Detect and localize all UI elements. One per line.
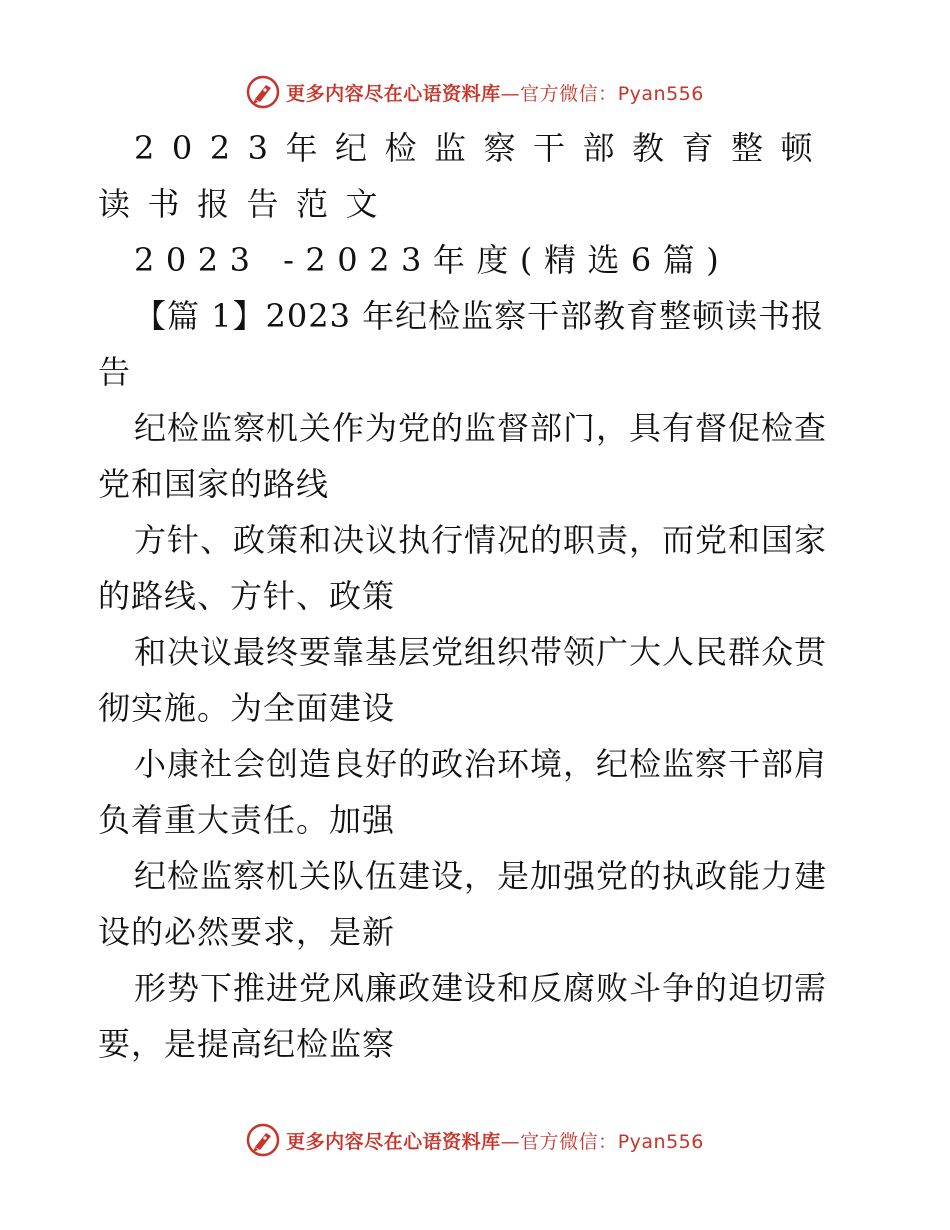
banner-wechat-id: Pyan556 [617, 1130, 704, 1153]
title-line-1: 2023年纪检监察干部教育整顿 [134, 129, 830, 167]
banner-text [286, 79, 704, 106]
paragraph-line: 的路线、方针、政策 [98, 577, 396, 615]
banner-slogan: 更多内容尽在心语资料库 [286, 1130, 501, 1153]
paragraph-line: 方针、政策和决议执行情况的职责，而党和国家 [134, 521, 828, 559]
section-heading-line-1: 【篇 1】2023 年纪检监察干部教育整顿读书报 [134, 297, 825, 335]
paragraph-line: 负着重大责任。加强 [98, 801, 396, 839]
paragraph-line: 小康社会创造良好的政治环境，纪检监察干部肩 [134, 745, 828, 783]
banner-text [286, 1127, 704, 1154]
paragraph-line: 形势下推进党风廉政建设和反腐败斗争的迫切需 [134, 969, 828, 1007]
paragraph-line: 纪检监察机关队伍建设，是加强党的执政能力建 [134, 857, 828, 895]
subtitle-line: 2023 -2023年度(精选6篇) [134, 241, 731, 279]
banner-wechat-label: 官方微信： [520, 82, 618, 105]
banner-dash: — [500, 82, 521, 105]
banner-wechat-id: Pyan556 [617, 82, 704, 105]
paragraph-line: 纪检监察机关作为党的监督部门，具有督促检查 [134, 409, 828, 447]
title-line-2: 读书报告范文 [98, 185, 396, 223]
banner-wechat-label: 官方微信： [520, 1130, 618, 1153]
paragraph-line: 设的必然要求，是新 [98, 913, 396, 951]
header-banner [0, 72, 950, 112]
document-body [98, 120, 858, 1072]
paragraph-line: 彻实施。为全面建设 [98, 689, 396, 727]
paragraph-line: 要，是提高纪检监察 [98, 1025, 396, 1063]
section-heading-line-2: 告 [98, 353, 132, 391]
pen-nib-logo-icon [246, 75, 280, 109]
banner-slogan: 更多内容尽在心语资料库 [286, 82, 501, 105]
pen-nib-logo-icon [246, 1123, 280, 1157]
paragraph-line: 党和国家的路线 [98, 465, 330, 503]
banner-dash: — [500, 1130, 521, 1153]
footer-banner [0, 1120, 950, 1160]
paragraph-line: 和决议最终要靠基层党组织带领广大人民群众贯 [134, 633, 828, 671]
